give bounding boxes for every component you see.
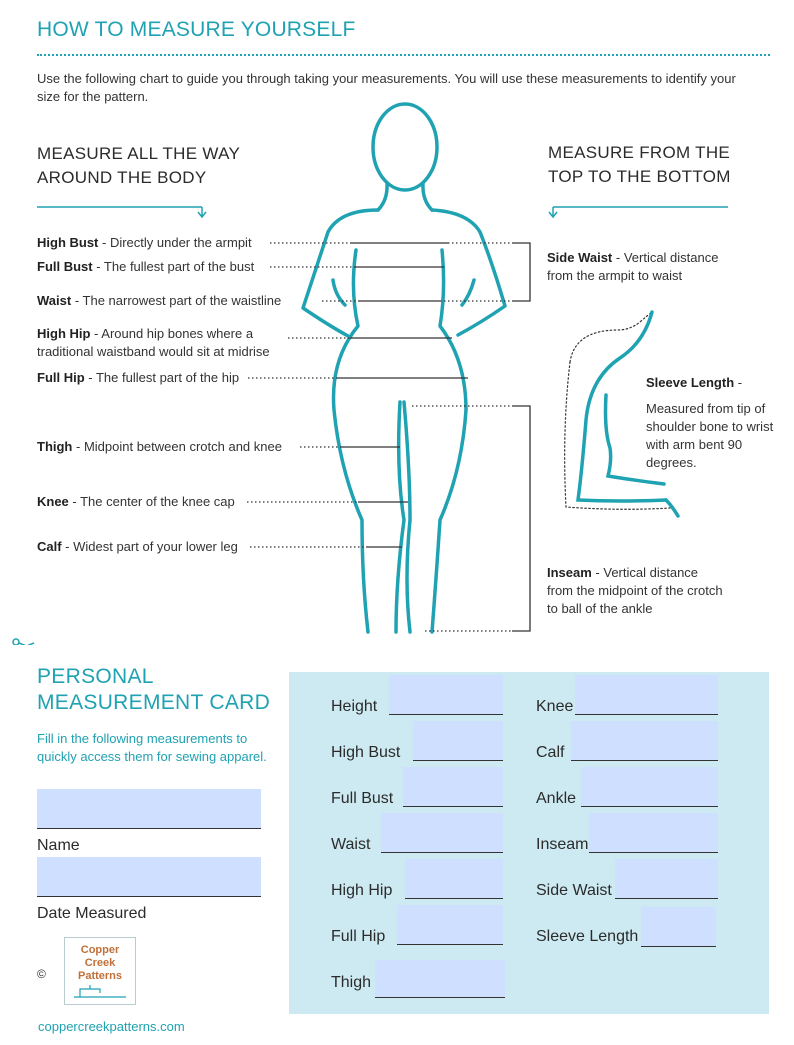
thigh-name: Thigh xyxy=(37,439,73,454)
ankle-input[interactable] xyxy=(581,767,718,807)
right-heading-line1: MEASURE FROM THE xyxy=(548,143,731,162)
full-bust-input[interactable] xyxy=(403,767,503,807)
inseam-bracket xyxy=(512,406,530,631)
name-label: Name xyxy=(37,837,80,854)
full-bust-label xyxy=(37,258,254,276)
waist-input[interactable] xyxy=(381,813,503,853)
date-measured-input[interactable] xyxy=(37,857,261,897)
inseam-desc: - Vertical distance from the midpoint of the crotch to ball of the ankle xyxy=(547,565,723,616)
intro-text: Use the following chart to guide you through taking your measurements. You will use these measurements to identify your size for the pattern. xyxy=(37,71,736,104)
card-description: Fill in the following measurements to quickly access them for sewing apparel. xyxy=(37,731,267,764)
inseam-name: Inseam xyxy=(547,565,592,580)
card-title xyxy=(37,664,270,716)
thigh-label xyxy=(37,438,282,456)
full-bust-name: Full Bust xyxy=(37,259,93,274)
right-heading-line2: TOP TO THE BOTTOM xyxy=(548,167,731,186)
inseam-field-label: Inseam xyxy=(536,836,589,853)
sleeve-length-dash: - xyxy=(734,375,743,390)
sleeve-length-field-label: Sleeve Length xyxy=(536,928,639,945)
knee-field-label: Knee xyxy=(536,698,574,715)
title-divider xyxy=(37,54,770,56)
full-bust-field-label: Full Bust xyxy=(331,790,394,807)
page-title: HOW TO MEASURE YOURSELF xyxy=(37,18,356,41)
waist-name: Waist xyxy=(37,293,72,308)
date-measured-label: Date Measured xyxy=(37,905,147,922)
side-waist-input[interactable] xyxy=(615,859,718,899)
sleeve-length-input[interactable] xyxy=(641,907,716,947)
name-input[interactable] xyxy=(37,789,261,829)
sewing-machine-icon xyxy=(70,983,130,999)
website-link[interactable]: coppercreekpatterns.com xyxy=(38,1019,185,1034)
ankle-field-label: Ankle xyxy=(536,790,577,807)
knee-label xyxy=(37,493,235,511)
height-input[interactable] xyxy=(389,675,503,715)
left-heading-line1: MEASURE ALL THE WAY xyxy=(37,144,241,163)
body-silhouette xyxy=(303,104,505,632)
calf-field-label: Calf xyxy=(536,744,565,761)
copper-creek-logo xyxy=(64,937,136,1005)
sleeve-length-title xyxy=(646,374,742,392)
knee-desc: - The center of the knee cap xyxy=(68,494,235,509)
high-bust-name: High Bust xyxy=(37,235,99,250)
logo-line2: Creek xyxy=(84,957,116,969)
full-bust-desc: - The fullest part of the bust xyxy=(92,259,255,274)
calf-input[interactable] xyxy=(571,721,718,761)
high-bust-desc: - Directly under the armpit xyxy=(98,235,252,250)
sleeve-length-name: Sleeve Length xyxy=(646,375,735,390)
inseam-input[interactable] xyxy=(589,813,718,853)
side-waist-name: Side Waist xyxy=(547,250,613,265)
copyright-symbol: © xyxy=(37,967,46,981)
calf-desc: - Widest part of your lower leg xyxy=(61,539,238,554)
waist-label xyxy=(37,292,281,310)
waist-desc: - The narrowest part of the waistline xyxy=(71,293,282,308)
high-bust-label xyxy=(37,234,252,252)
side-waist-label xyxy=(547,249,747,285)
thigh-desc: - Midpoint between crotch and knee xyxy=(72,439,282,454)
high-hip-label xyxy=(37,325,287,361)
logo-line3: Patterns xyxy=(77,970,123,982)
inseam-label xyxy=(547,564,727,618)
left-heading-arrow xyxy=(37,207,206,217)
full-hip-desc: - The fullest part of the hip xyxy=(84,370,240,385)
full-hip-field-label: Full Hip xyxy=(331,928,386,945)
left-heading-line2: AROUND THE BODY xyxy=(37,168,207,187)
guide-lines xyxy=(247,243,512,631)
full-hip-input[interactable] xyxy=(397,905,503,945)
full-hip-label xyxy=(37,369,239,387)
high-hip-input[interactable] xyxy=(405,859,503,899)
high-hip-name: High Hip xyxy=(37,326,91,341)
side-waist-field-label: Side Waist xyxy=(536,882,612,899)
thigh-field-label: Thigh xyxy=(331,974,372,991)
knee-input[interactable] xyxy=(575,675,718,715)
head-shape xyxy=(373,104,437,190)
card-title-line2: MEASUREMENT CARD xyxy=(37,691,271,714)
full-hip-name: Full Hip xyxy=(37,370,85,385)
high-hip-field-label: High Hip xyxy=(331,882,393,899)
height-label: Height xyxy=(331,698,378,715)
side-waist-bracket xyxy=(512,243,530,301)
high-bust-input[interactable] xyxy=(413,721,503,761)
logo-line1: Copper xyxy=(80,944,120,956)
card-title-line1: PERSONAL xyxy=(37,665,154,688)
high-bust-field-label: High Bust xyxy=(331,744,401,761)
side-waist-desc: - Vertical distance from the armpit to waist xyxy=(547,250,719,283)
thigh-input[interactable] xyxy=(375,960,505,998)
high-hip-desc: - Around hip bones where a traditional waistband would sit at midrise xyxy=(37,326,270,359)
calf-label xyxy=(37,538,238,556)
right-heading-arrow xyxy=(549,207,728,217)
waist-field-label: Waist xyxy=(331,836,371,853)
scissors-icon xyxy=(13,639,34,645)
sleeve-length-desc: Measured from tip of shoulder bone to wrist with arm bent 90 degrees. xyxy=(646,401,774,470)
calf-name: Calf xyxy=(37,539,62,554)
knee-name: Knee xyxy=(37,494,69,509)
